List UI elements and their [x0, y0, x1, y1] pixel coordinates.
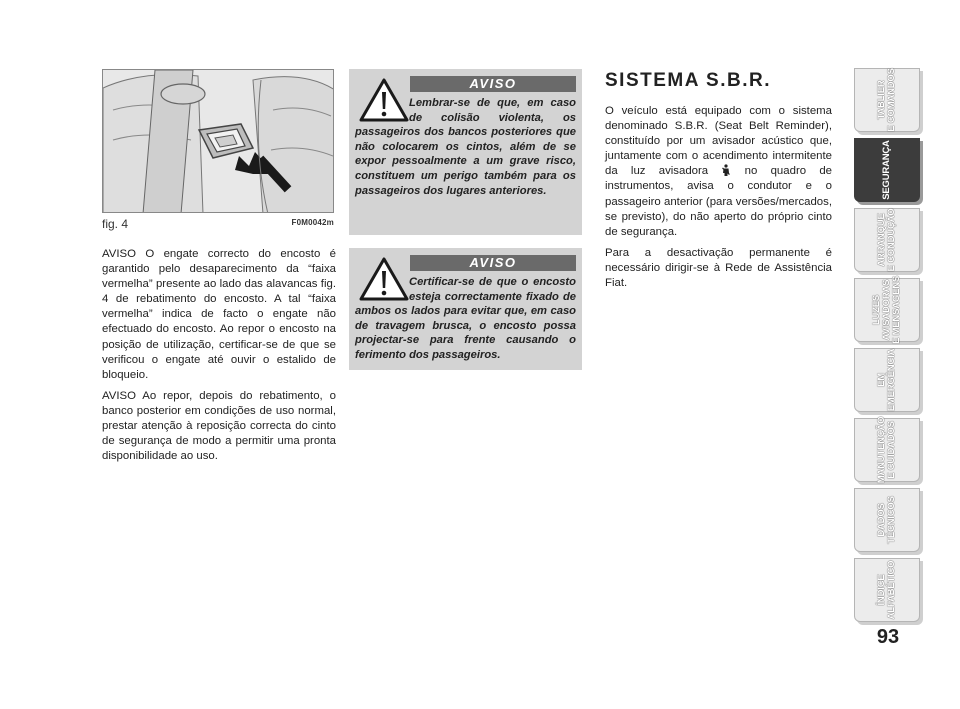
warning-box-2 — [349, 248, 582, 370]
sbr-paragraph-1 — [605, 104, 832, 240]
warning-heading: AVISO — [410, 76, 576, 92]
page-number: 93 — [876, 626, 900, 648]
tab-label: TABLIER E COMANDOS — [876, 68, 897, 132]
tab-label: ARRANQUE E CONDUÇÃO — [876, 208, 897, 272]
tab-dados-tecnicos[interactable] — [854, 488, 920, 552]
tab-luzes-avisadoras[interactable] — [854, 275, 920, 345]
figure-code: F0M0042m — [291, 218, 334, 227]
warning-box-1 — [349, 69, 582, 235]
sbr-text-after-icon: no quadro de instrumentos, avisa o condutor e o passageiro anterior (para versões/mercados, se previsto), do não aperto do próprio cinto de segurança. — [605, 165, 832, 238]
sbr-text-before-icon: O veículo está equipado com o sistema denominado S.B.R. (Seat Belt Reminder), constituído por um avisador acústico que, juntamente com o acendimento intermitente da luz avisadora — [605, 105, 832, 178]
seat-lever-illustration — [103, 70, 334, 213]
warning-text: Lembrar-se de que, em caso de colisão violenta, os passageiros dos bancos posteriores que não colocarem os cintos, além de se expor pessoalmente a um grave risco, constituem um perigo também para os passageiros dos lugares anteriores. — [355, 97, 576, 197]
tab-label: LUZES AVISADORAS E MENSAGENS — [871, 275, 902, 345]
figure-label: fig. 4 — [102, 217, 129, 231]
tab-label: MANUTENÇÃO E CUIDADOS — [876, 416, 897, 484]
tab-seguranca[interactable] — [854, 138, 920, 202]
seatbelt-warning-light-icon — [721, 164, 731, 176]
left-column-text — [102, 247, 336, 470]
warning-text: Certificar-se de que o encosto esteja correctamente fixado de ambos os lados para evitar que, em caso de travagem brusca, o encosto possa projectar-se para frente causando o ferimento dos passageiros. — [355, 276, 576, 361]
figure-caption — [102, 217, 334, 233]
tab-label: SEGURANÇA — [881, 140, 892, 200]
tab-label: EM EMERGÊNCIA — [876, 348, 897, 412]
figure-seat-lever — [102, 69, 334, 213]
tab-label: DADOS TÉCNICOS — [876, 496, 897, 544]
right-column — [605, 70, 832, 297]
left-paragraph-2: AVISO Ao repor, depois do rebatimento, o banco posterior em condições de uso normal, prestar atenção à reposição correcta do cinto de segurança de modo a permitir uma pronta disponibilidade ao uso. — [102, 389, 336, 463]
tab-arranque-conducao[interactable] — [854, 208, 920, 272]
warning-heading: AVISO — [410, 255, 576, 271]
section-title: SISTEMA S.B.R. — [605, 70, 771, 91]
tab-em-emergencia[interactable] — [854, 348, 920, 412]
left-paragraph-1: AVISO O engate correcto do encosto é garantido pelo desaparecimento da “faixa vermelha” presente ao lado das alavancas fig. 4 de rebatimento do encosto. A tal “faixa vermelha” indica de facto o engate não efectuado do encosto. Ao repor o encosto na posição de utilização, certificar-se de que se verificou o engate até ouvir o estalido de bloqueio. — [102, 248, 336, 381]
tab-tablier-comandos[interactable] — [854, 68, 920, 132]
tab-label: ÍNDICE ALFABÉTICO — [876, 560, 897, 620]
tab-indice-alfabetico[interactable] — [854, 558, 920, 622]
tab-manutencao-cuidados[interactable] — [854, 418, 920, 482]
sbr-paragraph-2: Para a desactivação permanente é necessário dirigir-se à Rede de Assistência Fiat. — [605, 246, 832, 290]
